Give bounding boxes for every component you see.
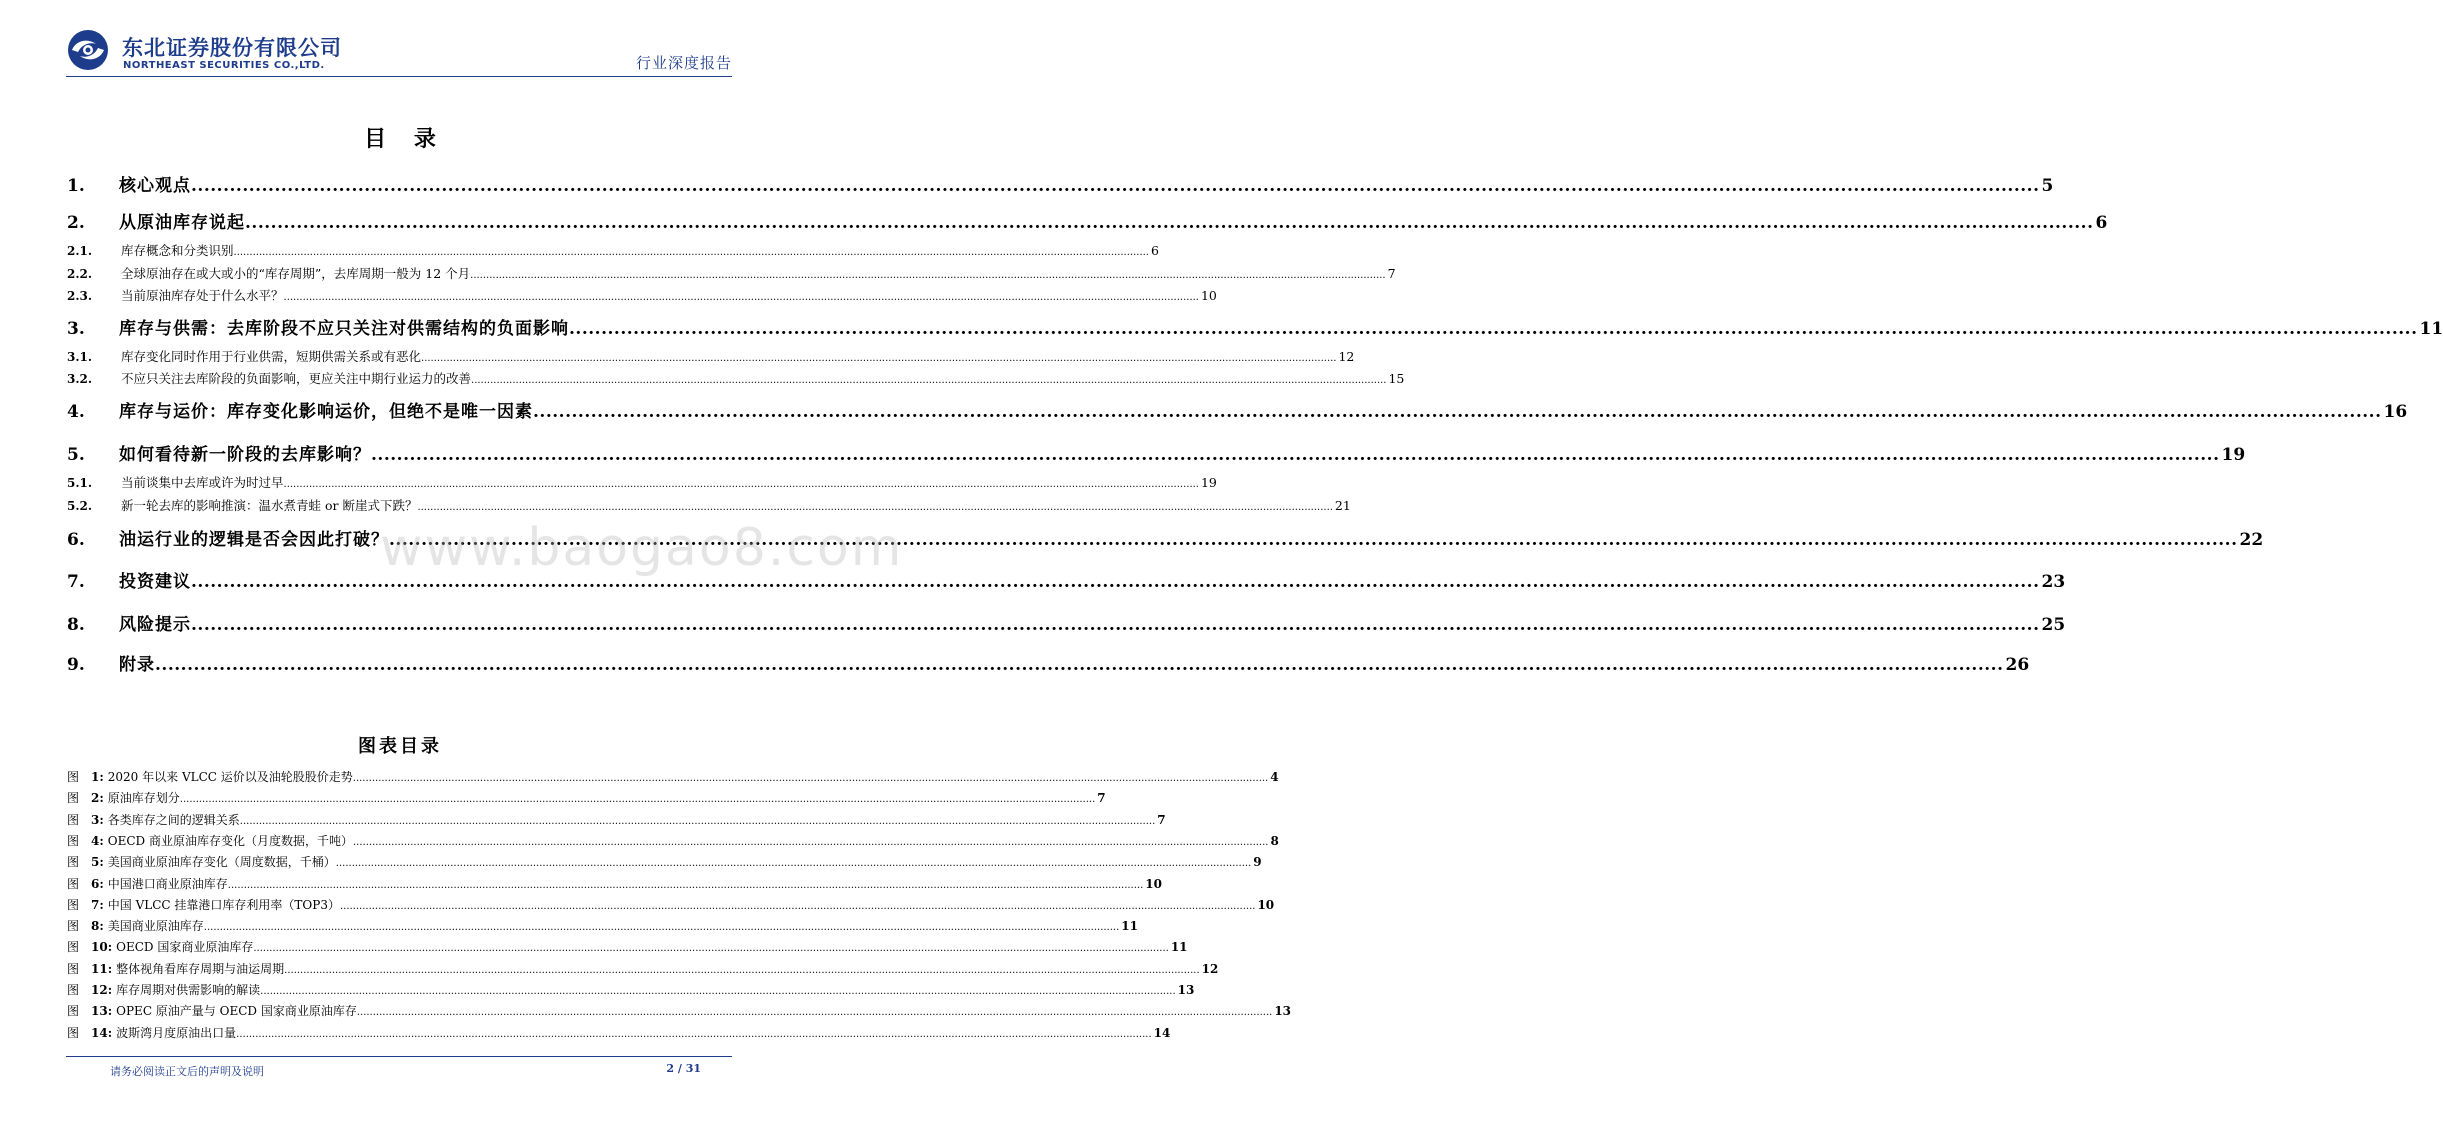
figure-entry-number: 3: bbox=[91, 813, 104, 827]
toc-entry-page: 22 bbox=[2239, 530, 2264, 550]
toc-entry-title: 风险提示 bbox=[119, 615, 191, 635]
footer-disclaimer: 请务必阅读正文后的声明及说明 bbox=[110, 1065, 264, 1078]
dot-leader bbox=[470, 266, 1385, 281]
figure-entry-label bbox=[67, 811, 108, 828]
figure-entry[interactable] bbox=[67, 917, 1138, 934]
toc-entry[interactable] bbox=[67, 171, 2054, 196]
toc-entry-number: 2.3. bbox=[67, 289, 93, 303]
toc-entry-number: 5. bbox=[67, 445, 85, 465]
figure-entry-page: 11 bbox=[1121, 919, 1138, 933]
figure-prefix: 图 bbox=[67, 919, 80, 933]
figure-entry-title: 波斯湾月度原油出口量 bbox=[116, 1026, 237, 1040]
figure-entry-number: 6: bbox=[91, 877, 104, 891]
figure-list-title: 图表目录 bbox=[358, 736, 442, 757]
toc-entry-title: 不应只关注去库阶段的负面影响，更应关注中期行业运力的改善 bbox=[121, 371, 472, 386]
figure-prefix: 图 bbox=[67, 770, 80, 784]
toc-entry-title: 当前原油库存处于什么水平？ bbox=[121, 288, 284, 303]
company-name-en: NORTHEAST SECURITIES CO.,LTD. bbox=[123, 60, 325, 71]
figure-entry[interactable] bbox=[67, 1002, 1292, 1019]
toc-entry-page: 25 bbox=[2041, 615, 2066, 635]
toc-entry[interactable] bbox=[67, 496, 1351, 514]
toc-entry-title: 当前谈集中去库或许为时过早 bbox=[121, 475, 284, 490]
toc-entry-title: 如何看待新一阶段的去库影响？ bbox=[119, 445, 371, 465]
toc-entry-number: 8. bbox=[67, 615, 85, 635]
toc-entry-page: 15 bbox=[1388, 371, 1405, 386]
toc-entry-page: 5 bbox=[2041, 176, 2054, 196]
dot-leader bbox=[421, 349, 1336, 364]
figure-entry-number: 11: bbox=[91, 962, 113, 976]
figure-entry-page: 14 bbox=[1153, 1026, 1171, 1040]
figure-entry-page: 13 bbox=[1177, 983, 1195, 997]
dot-leader bbox=[191, 176, 2040, 196]
figure-entry-title: OECD 国家商业原油库存 bbox=[116, 940, 254, 954]
figure-prefix: 图 bbox=[67, 791, 80, 805]
figure-entry-page: 13 bbox=[1274, 1004, 1292, 1018]
dot-leader bbox=[236, 1026, 1151, 1040]
figure-entry-page: 7 bbox=[1097, 791, 1106, 805]
toc-entry-page: 11 bbox=[2419, 319, 2443, 339]
figure-entry-title: 2020 年以来 VLCC 运价以及油轮股股价走势 bbox=[107, 770, 353, 784]
report-type: 行业深度报告 bbox=[635, 54, 732, 72]
figure-entry-title: 整体视角看库存周期与油运周期 bbox=[116, 962, 285, 976]
toc-entry-number: 2.2. bbox=[67, 267, 93, 281]
figure-entry-label bbox=[67, 853, 108, 870]
figure-entry-title: 中国 VLCC 挂靠港口库存利用率（TOP3） bbox=[107, 898, 340, 912]
dot-leader bbox=[353, 834, 1268, 848]
figure-entry[interactable] bbox=[67, 938, 1188, 955]
figure-entry-number: 8: bbox=[91, 919, 104, 933]
toc-entry-page: 10 bbox=[1200, 288, 1217, 303]
figure-entry-label bbox=[67, 1024, 116, 1041]
figure-entry[interactable] bbox=[67, 875, 1162, 892]
dot-leader bbox=[417, 498, 1332, 513]
figure-entry[interactable] bbox=[67, 981, 1195, 998]
figure-entry[interactable] bbox=[67, 768, 1279, 785]
toc-entry-number: 1. bbox=[67, 176, 85, 196]
toc-entry-number: 6. bbox=[67, 530, 85, 550]
figure-entry-title: OPEC 原油产量与 OECD 国家商业原油库存 bbox=[116, 1004, 357, 1018]
dot-leader bbox=[471, 371, 1386, 386]
figure-entry[interactable] bbox=[67, 811, 1166, 828]
figure-prefix: 图 bbox=[67, 983, 80, 997]
toc-entry-title: 全球原油存在或大或小的“库存周期”，去库周期一般为 12 个月 bbox=[121, 266, 471, 281]
figure-entry-title: 中国港口商业原油库存 bbox=[107, 877, 228, 891]
figure-entry-number: 4: bbox=[91, 834, 104, 848]
toc-entry-title: 从原油库存说起 bbox=[119, 213, 245, 233]
toc-entry-title: 新一轮去库的影响推演：温水煮青蛙 or 断崖式下跌？ bbox=[121, 498, 418, 513]
figure-entry[interactable] bbox=[67, 789, 1106, 806]
figure-entry-title: 原油库存划分 bbox=[107, 791, 180, 805]
toc-entry-page: 6 bbox=[1150, 243, 1159, 258]
figure-prefix: 图 bbox=[67, 898, 80, 912]
figure-prefix: 图 bbox=[67, 834, 80, 848]
figure-entry-page: 11 bbox=[1170, 940, 1188, 954]
figure-prefix: 图 bbox=[67, 877, 80, 891]
figure-entry-title: 美国商业原油库存变化（周度数据，千桶） bbox=[107, 855, 336, 869]
dot-leader bbox=[234, 243, 1149, 258]
figure-entry-number: 1: bbox=[91, 770, 104, 784]
company-logo-icon bbox=[66, 28, 110, 72]
toc-entry-number: 9. bbox=[67, 655, 85, 675]
figure-entry-page: 9 bbox=[1253, 855, 1262, 869]
figure-entry[interactable] bbox=[67, 832, 1279, 849]
figure-prefix: 图 bbox=[67, 1026, 80, 1040]
toc-entry[interactable] bbox=[67, 208, 2108, 233]
toc-entry-number: 5.2. bbox=[67, 499, 93, 513]
toc-entry[interactable] bbox=[67, 241, 1159, 259]
toc-entry-title: 油运行业的逻辑是否会因此打破？ bbox=[119, 530, 389, 550]
toc-entry-number: 7. bbox=[67, 572, 85, 592]
figure-entry-title: OECD 商业原油库存变化（月度数据，千吨） bbox=[107, 834, 353, 848]
footer-divider bbox=[66, 1056, 732, 1057]
figure-entry-number: 7: bbox=[91, 898, 104, 912]
dot-leader bbox=[204, 919, 1119, 933]
toc-entry-number: 5.1. bbox=[67, 476, 93, 490]
toc-entry-page: 26 bbox=[2005, 655, 2030, 675]
dot-leader bbox=[569, 319, 2418, 339]
figure-entry-label bbox=[67, 1002, 116, 1019]
figure-entry-number: 2: bbox=[91, 791, 104, 805]
dot-leader bbox=[245, 213, 2094, 233]
toc-entry-page: 12 bbox=[1338, 349, 1355, 364]
toc-entry[interactable] bbox=[67, 610, 2066, 635]
dot-leader bbox=[180, 791, 1095, 805]
dot-leader bbox=[284, 288, 1199, 303]
figure-entry-number: 12: bbox=[91, 983, 113, 997]
figure-entry-label bbox=[67, 789, 108, 806]
toc-entry-title: 附录 bbox=[119, 655, 155, 675]
figure-entry-label bbox=[67, 938, 116, 955]
figure-entry-label bbox=[67, 832, 108, 849]
dot-leader bbox=[357, 1004, 1272, 1018]
figure-entry-number: 14: bbox=[91, 1026, 113, 1040]
page-number: 2 / 31 bbox=[666, 1062, 701, 1075]
figure-prefix: 图 bbox=[67, 813, 80, 827]
toc-entry-title: 库存与供需：去库阶段不应只关注对供需结构的负面影响 bbox=[119, 319, 569, 339]
dot-leader bbox=[284, 962, 1199, 976]
dot-leader bbox=[228, 877, 1143, 891]
figure-entry-page: 8 bbox=[1270, 834, 1279, 848]
toc-entry-page: 6 bbox=[2095, 213, 2108, 233]
figure-entry-label bbox=[67, 917, 108, 934]
figure-entry-page: 10 bbox=[1257, 898, 1275, 912]
dot-leader bbox=[253, 940, 1168, 954]
figure-entry-label bbox=[67, 875, 108, 892]
toc-entry-page: 19 bbox=[2221, 445, 2246, 465]
dot-leader bbox=[260, 983, 1175, 997]
toc-entry[interactable] bbox=[67, 397, 2408, 422]
figure-entry-label bbox=[67, 960, 116, 977]
figure-entry-number: 13: bbox=[91, 1004, 113, 1018]
toc-title: 目 录 bbox=[364, 126, 446, 152]
dot-leader bbox=[191, 615, 2040, 635]
toc-entry-number: 4. bbox=[67, 402, 85, 422]
toc-entry[interactable] bbox=[67, 650, 2030, 675]
dot-leader bbox=[336, 855, 1251, 869]
toc-entry-number: 2.1. bbox=[67, 244, 93, 258]
figure-entry-title: 美国商业原油库存 bbox=[107, 919, 204, 933]
figure-entry-number: 5: bbox=[91, 855, 104, 869]
figure-entry-title: 各类库存之间的逻辑关系 bbox=[107, 813, 240, 827]
toc-entry[interactable] bbox=[67, 286, 1217, 304]
dot-leader bbox=[155, 655, 2004, 675]
toc-entry-title: 核心观点 bbox=[119, 176, 191, 196]
toc-entry-number: 3.1. bbox=[67, 350, 93, 364]
toc-entry-page: 16 bbox=[2383, 402, 2408, 422]
toc-entry[interactable] bbox=[67, 314, 2443, 339]
dot-leader bbox=[353, 770, 1268, 784]
toc-entry-page: 19 bbox=[1200, 475, 1217, 490]
figure-prefix: 图 bbox=[67, 855, 80, 869]
header-divider bbox=[66, 76, 732, 77]
toc-entry[interactable] bbox=[67, 440, 2246, 465]
figure-entry[interactable] bbox=[67, 853, 1262, 870]
figure-prefix: 图 bbox=[67, 940, 80, 954]
figure-entry-page: 4 bbox=[1270, 770, 1279, 784]
toc-entry-page: 7 bbox=[1387, 266, 1396, 281]
dot-leader bbox=[533, 402, 2382, 422]
figure-entry-label bbox=[67, 981, 116, 998]
dot-leader bbox=[284, 475, 1199, 490]
figure-entry[interactable] bbox=[67, 960, 1219, 977]
toc-entry[interactable] bbox=[67, 369, 1405, 387]
toc-entry-number: 3.2. bbox=[67, 372, 93, 386]
toc-entry-page: 21 bbox=[1334, 498, 1351, 513]
figure-entry-page: 10 bbox=[1145, 877, 1162, 891]
dot-leader bbox=[340, 898, 1255, 912]
figure-entry-label bbox=[67, 896, 108, 913]
figure-entry-page: 12 bbox=[1201, 962, 1219, 976]
dot-leader bbox=[371, 445, 2220, 465]
toc-entry-title: 库存概念和分类识别 bbox=[121, 243, 234, 258]
toc-entry-title: 投资建议 bbox=[119, 572, 191, 592]
page-header bbox=[66, 26, 732, 74]
toc-entry[interactable] bbox=[67, 473, 1217, 491]
figure-entry[interactable] bbox=[67, 896, 1275, 913]
figure-prefix: 图 bbox=[67, 962, 80, 976]
figure-prefix: 图 bbox=[67, 1004, 80, 1018]
company-name-cn: 东北证券股份有限公司 bbox=[122, 36, 342, 60]
toc-entry-title: 库存变化同时作用于行业供需，短期供需关系或有恶化 bbox=[121, 349, 422, 364]
toc-entry[interactable] bbox=[67, 347, 1355, 365]
toc-entry-page: 23 bbox=[2041, 572, 2066, 592]
toc-entry-number: 3. bbox=[67, 319, 85, 339]
watermark: www.baogao8.com bbox=[380, 518, 904, 578]
toc-entry[interactable] bbox=[67, 264, 1396, 282]
dot-leader bbox=[240, 813, 1155, 827]
figure-entry-page: 7 bbox=[1157, 813, 1166, 827]
toc-entry-title: 库存与运价：库存变化影响运价，但绝不是唯一因素 bbox=[119, 402, 533, 422]
figure-entry-number: 10: bbox=[91, 940, 113, 954]
toc-entry-number: 2. bbox=[67, 213, 85, 233]
figure-entry[interactable] bbox=[67, 1024, 1171, 1041]
figure-entry-title: 库存周期对供需影响的解读 bbox=[116, 983, 261, 997]
figure-entry-label bbox=[67, 768, 108, 785]
